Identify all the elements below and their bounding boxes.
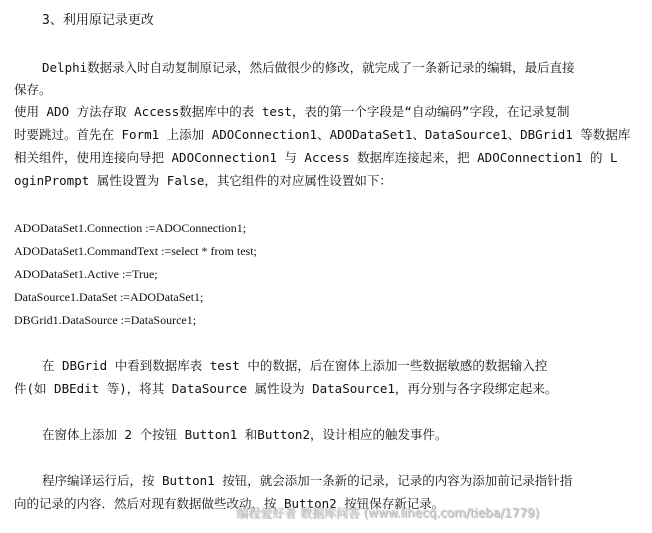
section-heading: 3、利用原记录更改 — [42, 13, 154, 28]
paragraph-5-line-2: 向的记录的内容．然后对现有数据做些改动，按 Button2 按钮保存新记录。 — [14, 496, 445, 511]
paragraph-2-line-1: 使用 ADO 方法存取 Access数据库中的表 test，表的第一个字段是“自动编码”字段，在记录复制 — [14, 104, 570, 119]
code-line-5: DBGrid1.DataSource :=DataSource1; — [14, 313, 197, 327]
paragraph-3-line-1: 在 DBGrid 中看到数据库表 test 中的数据，后在窗体上添加一些数据敏感的数据输入控 — [42, 358, 548, 373]
code-line-4: DataSource1.DataSet :=ADODataSet1; — [14, 290, 204, 304]
paragraph-2-line-4: oginPrompt 属性设置为 False，其它组件的对应属性设置如下： — [14, 173, 392, 188]
paragraph-4: 在窗体上添加 2 个按钮 Button1 和Button2，设计相应的触发事件。 — [42, 427, 448, 442]
paragraph-1-line-2: 保存。 — [14, 82, 52, 97]
paragraph-3-line-2: 件(如 DBEdit 等)，将其 DataSource 属性设为 DataSource1，再分别与各字段绑定起来。 — [14, 381, 558, 396]
code-line-2: ADODataSet1.CommandText :=select * from test; — [14, 244, 257, 258]
code-line-1: ADODataSet1.Connection :=ADOConnection1; — [14, 221, 247, 235]
code-line-3: ADODataSet1.Active :=True; — [14, 267, 158, 281]
paragraph-2-line-2: 时要跳过。首先在 Form1 上添加 ADOConnection1、ADODataSet1、DataSource1、DBGrid1 等数据库 — [14, 127, 631, 142]
paragraph-1-line-1: Delphi数据录入时自动复制原记录，然后做很少的修改，就完成了一条新记录的编辑，最后直接 — [42, 60, 575, 75]
paragraph-2-line-3: 相关组件，使用连接向导把 ADOConnection1 与 Access 数据库连接起来，把 ADOConnection1 的 L — [14, 150, 618, 165]
site-watermark: 编程爱好者 数据库问答 (www.lihecq.com/tieba/1779) — [236, 506, 540, 520]
paragraph-5-line-1: 程序编译运行后，按 Button1 按钮，就会添加一条新的记录，记录的内容为添加前记录指针指 — [42, 473, 573, 488]
